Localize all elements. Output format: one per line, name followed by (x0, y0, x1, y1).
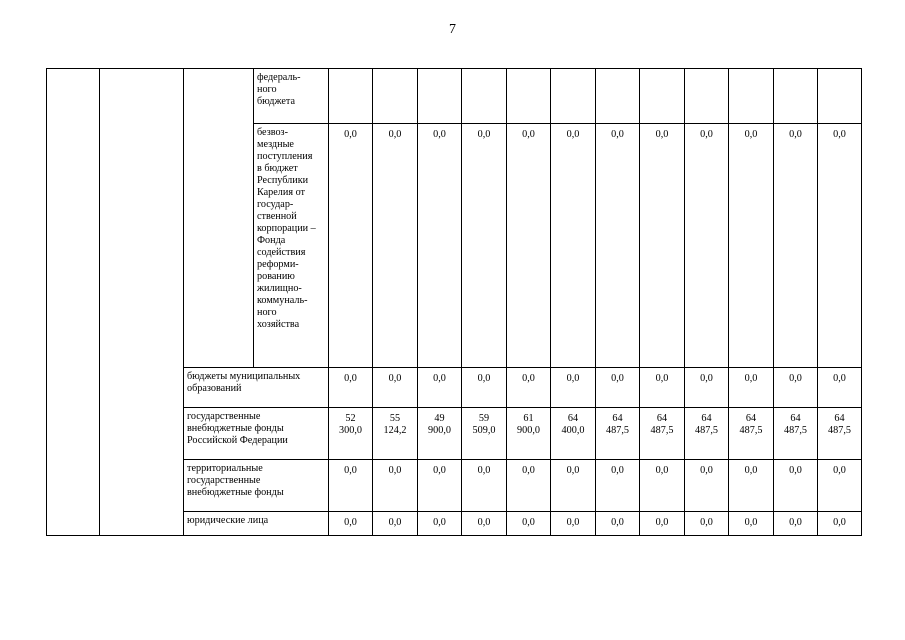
value-cell (640, 69, 685, 124)
row-label: территориальные государственные внебюджетные фонды (184, 460, 329, 512)
value-cell: 0,0 (729, 512, 774, 536)
value-cell: 0,0 (373, 368, 418, 408)
value-cell: 64 487,5 (774, 408, 818, 460)
value-cell: 0,0 (818, 368, 862, 408)
row-label: юридические лица (184, 512, 329, 536)
value-cell: 0,0 (685, 512, 729, 536)
table-row (47, 69, 862, 124)
value-cell: 0,0 (818, 512, 862, 536)
value-cell: 0,0 (640, 460, 685, 512)
value-cell: 0,0 (818, 124, 862, 368)
value-cell: 52 300,0 (329, 408, 373, 460)
value-cell: 0,0 (729, 368, 774, 408)
value-cell: 0,0 (596, 460, 640, 512)
value-cell: 55 124,2 (373, 408, 418, 460)
value-cell: 0,0 (774, 368, 818, 408)
value-cell: 0,0 (507, 124, 551, 368)
value-cell: 0,0 (462, 368, 507, 408)
value-cell: 59 509,0 (462, 408, 507, 460)
value-cell: 0,0 (685, 124, 729, 368)
value-cell: 0,0 (551, 512, 596, 536)
value-cell: 0,0 (373, 460, 418, 512)
row-label: безвоз- мездные поступления в бюджет Республики Карелия от государ- ственной корпорации – Фонда содействия реформи- рованию жилищно- коммуналь- ного хозяйства (254, 124, 329, 368)
value-cell: 64 487,5 (729, 408, 774, 460)
value-cell: 0,0 (418, 368, 462, 408)
row-label: федераль- ного бюджета (254, 69, 329, 124)
value-cell: 64 487,5 (596, 408, 640, 460)
page-number: 7 (449, 22, 456, 37)
value-cell: 0,0 (462, 124, 507, 368)
value-cell: 0,0 (596, 368, 640, 408)
value-cell (462, 69, 507, 124)
value-cell (418, 69, 462, 124)
table-body (47, 69, 862, 536)
value-cell: 0,0 (462, 512, 507, 536)
value-cell (729, 69, 774, 124)
row-label: государственные внебюджетные фонды Российской Федерации (184, 408, 329, 460)
value-cell (329, 69, 373, 124)
value-cell: 64 487,5 (640, 408, 685, 460)
value-cell: 49 900,0 (418, 408, 462, 460)
value-cell: 0,0 (818, 460, 862, 512)
value-cell (596, 69, 640, 124)
value-cell: 0,0 (551, 368, 596, 408)
value-cell (818, 69, 862, 124)
value-cell: 0,0 (729, 124, 774, 368)
value-cell: 0,0 (507, 368, 551, 408)
value-cell: 0,0 (596, 124, 640, 368)
value-cell: 0,0 (329, 368, 373, 408)
empty-number-cell (47, 69, 100, 536)
value-cell: 0,0 (373, 124, 418, 368)
value-cell: 0,0 (685, 368, 729, 408)
value-cell: 0,0 (418, 512, 462, 536)
row-label: бюджеты муниципальных образований (184, 368, 329, 408)
value-cell: 0,0 (329, 512, 373, 536)
value-cell: 61 900,0 (507, 408, 551, 460)
value-cell: 0,0 (551, 460, 596, 512)
value-cell: 0,0 (640, 368, 685, 408)
value-cell: 0,0 (685, 460, 729, 512)
value-cell: 0,0 (596, 512, 640, 536)
value-cell: 0,0 (462, 460, 507, 512)
value-cell: 0,0 (418, 124, 462, 368)
value-cell: 0,0 (774, 460, 818, 512)
empty-name-cell (100, 69, 184, 536)
value-cell (685, 69, 729, 124)
value-cell: 0,0 (507, 460, 551, 512)
value-cell (373, 69, 418, 124)
value-cell: 64 400,0 (551, 408, 596, 460)
value-cell: 64 487,5 (818, 408, 862, 460)
value-cell: 0,0 (640, 512, 685, 536)
empty-source-cell (184, 69, 254, 368)
value-cell: 0,0 (774, 124, 818, 368)
value-cell: 0,0 (329, 460, 373, 512)
value-cell: 64 487,5 (685, 408, 729, 460)
value-cell: 0,0 (640, 124, 685, 368)
value-cell: 0,0 (329, 124, 373, 368)
value-cell: 0,0 (729, 460, 774, 512)
value-cell: 0,0 (418, 460, 462, 512)
value-cell (551, 69, 596, 124)
budget-table (46, 68, 862, 536)
value-cell: 0,0 (373, 512, 418, 536)
value-cell: 0,0 (551, 124, 596, 368)
value-cell: 0,0 (774, 512, 818, 536)
value-cell (507, 69, 551, 124)
value-cell: 0,0 (507, 512, 551, 536)
value-cell (774, 69, 818, 124)
